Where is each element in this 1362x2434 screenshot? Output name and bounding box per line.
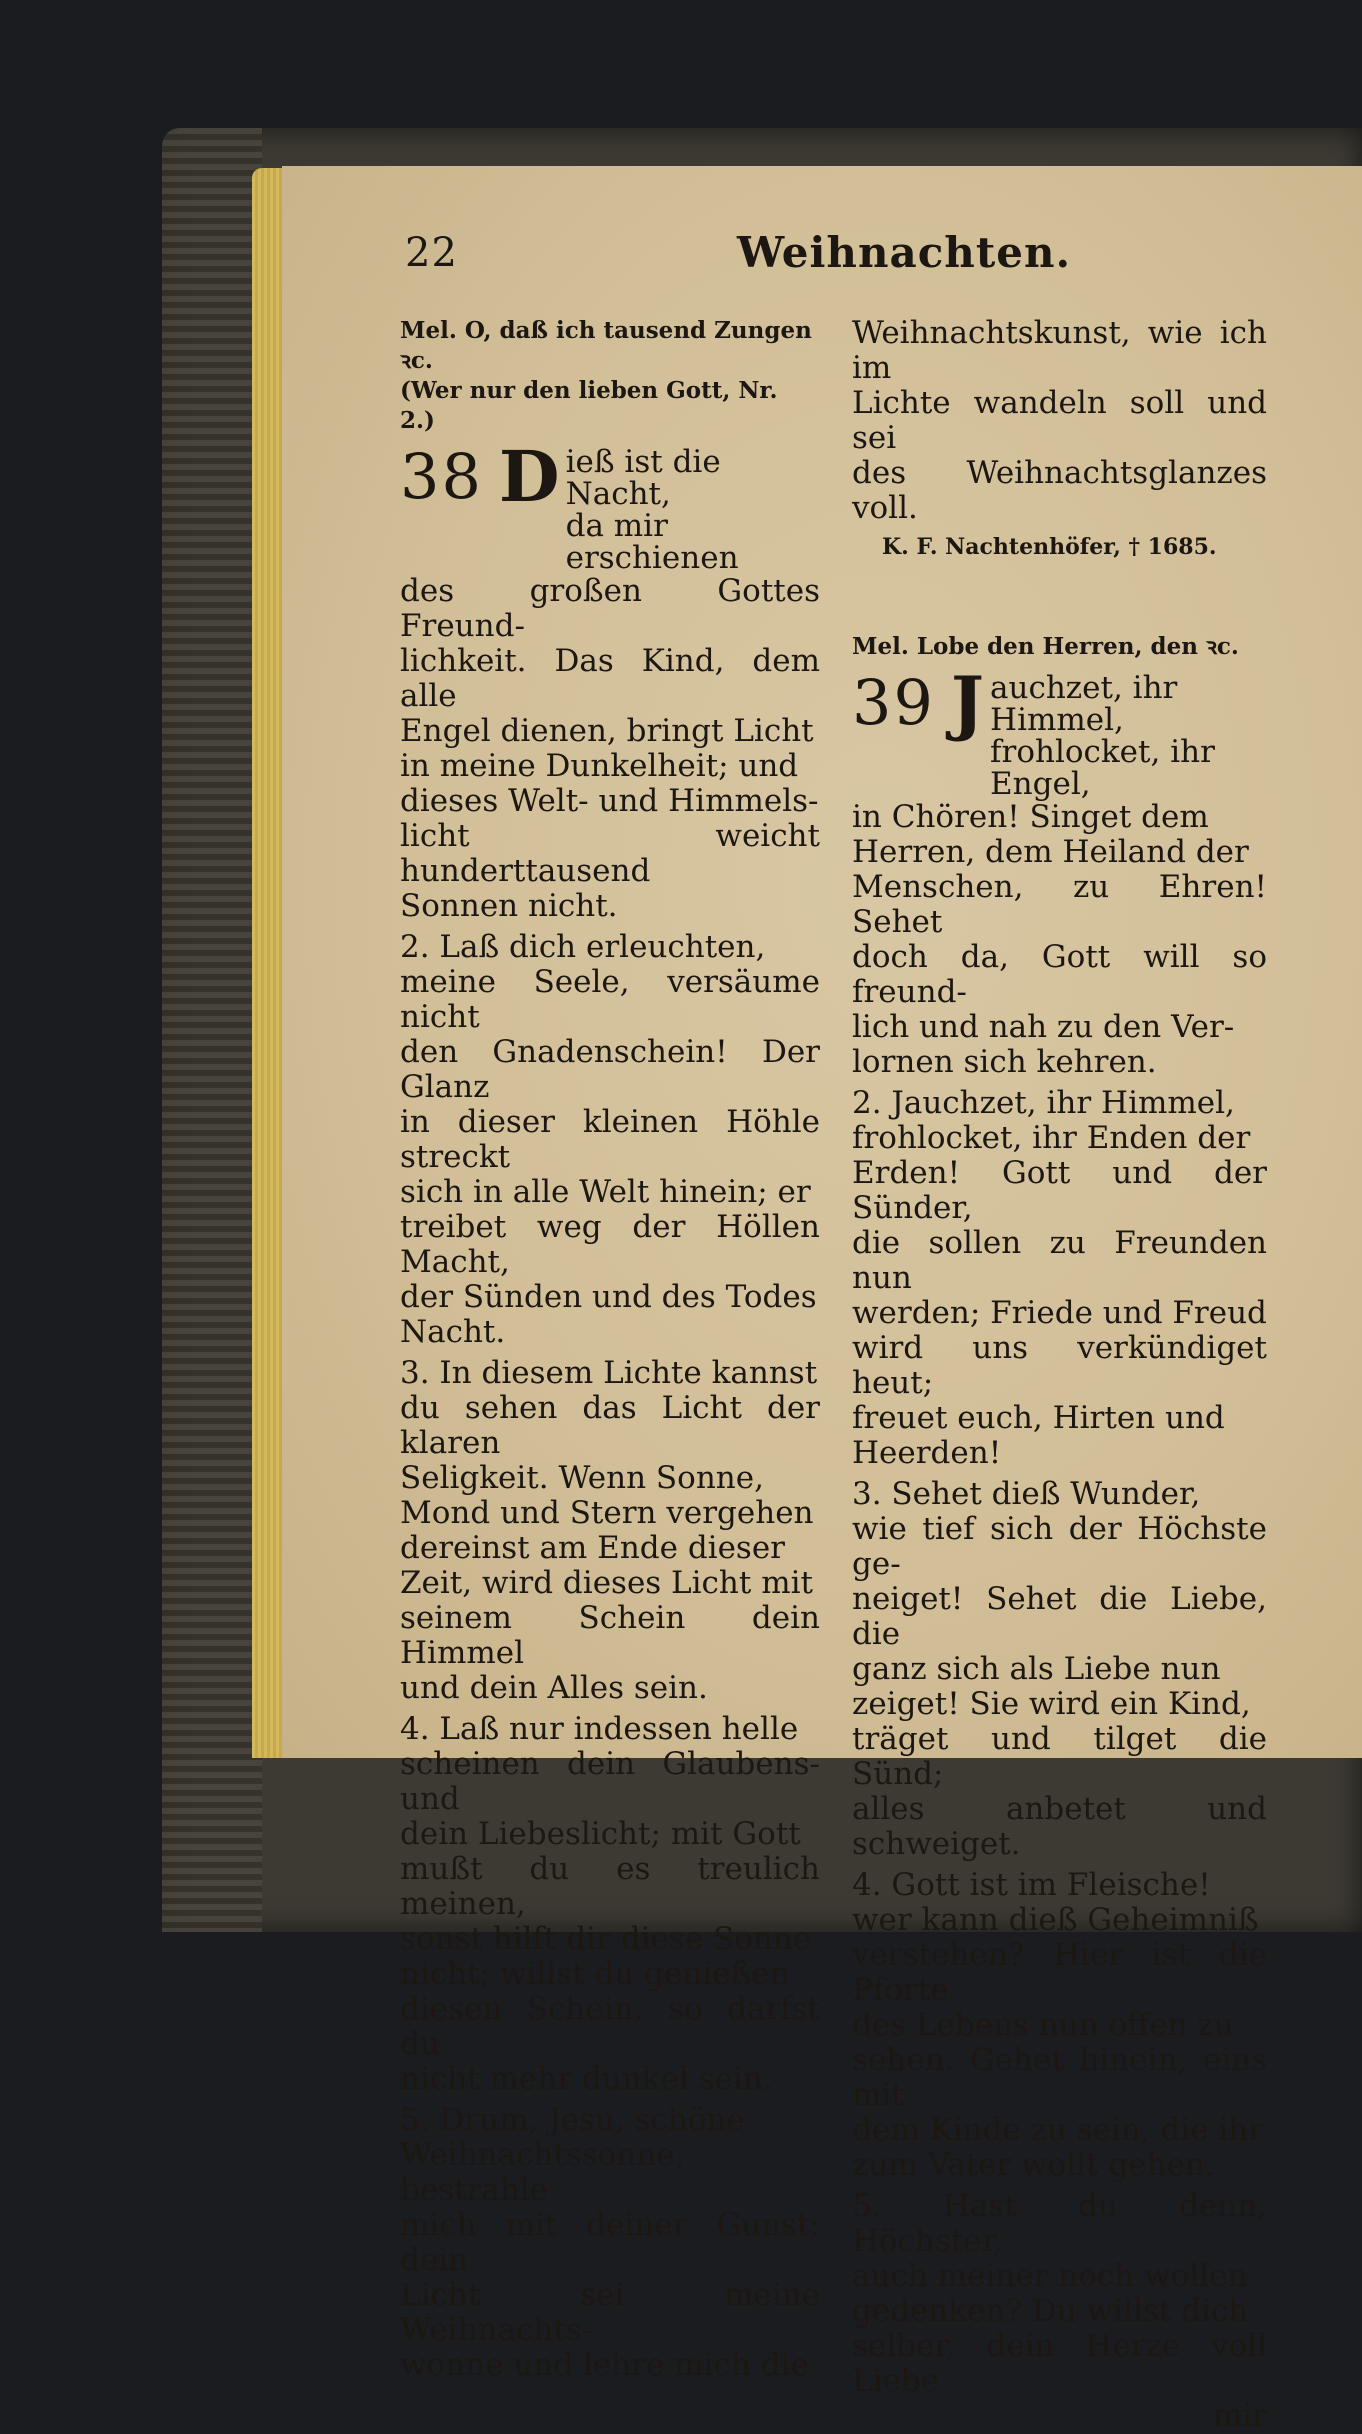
verse-4: 4. Gott ist im Fleische! wer kann dieß Geheimniß verstehen? Hier ist die Pforte des Lebens nun offen zu sehen. Gehet hinein, eins mit dem Kinde zu sein, die ihr zum Vater wollt gehen. [852,1867,1267,2183]
book-binding [162,128,262,1932]
verse-1: des großen Gottes Freund- lichkeit. Das Kind, dem alle Engel dienen, bringt Licht in meine Dunkelheit; und dieses Welt- und Himmels- licht weicht hunderttausend Sonnen nicht. [400,573,820,924]
verse-5: 5. Hast du denn, Höchster, auch meiner noch wollen gedenken? Du willst dich selber, dein Herze voll Liebe [852,2188,1267,2399]
running-head [282,166,1362,276]
verse-2: 2. Laß dich erleuchten, meine Seele, versäume nicht den Gnadenschein! Der Glanz in dieser kleinen Höhle streckt sich in alle Welt hinein; er treibet weg der Höllen Macht, der Sünden und des Todes Nacht. [400,929,820,1350]
hymn-first-lines: ieß ist die Nacht, da mir erschienen [565,444,739,576]
verse-1: in Chören! Singet dem Herren, dem Heiland der Menschen, zu Ehren! Sehet doch da, Gott will so freund- lich und nah zu den Ver- lornen sich kehren. [852,799,1267,1080]
melody-note: Mel. Lobe den Herren, den ꝛc. [852,633,1239,660]
page-title: Weihnachten. [737,228,1072,277]
hymn-39-opening [852,661,1267,802]
drop-cap: D [498,435,560,518]
hymn-first-lines: auchzet, ihr Himmel, frohlocket, ihr Engel, [990,670,1215,802]
verse-3: 3. In diesem Lichte kannst du sehen das Licht der klaren Seligkeit. Wenn Sonne, Mond und Stern vergehen dereinst am Ende dieser Zeit, wird dieses Licht mit seinem Schein dein Himmel und dein Alles sein. [400,1355,820,1706]
verse-5: 5. Drum, Jesu, schöne Weihnachtssonne, bestrahle mich mit deiner Gunst; dein Licht sei meine Weihnachts- wonne und lehre mich die [400,2102,820,2383]
verse-2: 2. Jauchzet, ihr Himmel, frohlocket, ihr Enden der Erden! Gott und der Sünder, die sollen zu Freunden nun werden; Friede und Freud wird uns verkündiget heut; freuet euch, Hirten und Heerden! [852,1085,1267,1471]
hymn-38-ending: Weihnachtskunst, wie ich im Lichte wandeln soll und sei des Weihnachtsglanzes voll. [852,315,1267,526]
verse-4: 4. Laß nur indessen helle scheinen dein Glaubens- und dein Liebeslicht; mit Gott mußt du es treulich meinen, sonst hilft dir diese Sonne nicht; willst du genießen diesen Schein, so darfst du nicht mehr dunkel sein. [400,1711,820,2097]
right-column [852,316,1267,2434]
hymn-number: 38 [400,440,483,513]
drop-cap: J [950,661,985,744]
hymn-number: 39 [852,666,935,739]
left-column [400,316,820,2383]
verse-3: 3. Sehet dieß Wunder, wie tief sich der Höchste ge- neiget! Sehet die Liebe, die ganz sich als Liebe nun zeiget! Sie wird ein Kind, träget und tilget die Sünd; alles anbetet und schweiget. [852,1476,1267,1862]
hymn-author: K. F. Nachtenhöfer, † 1685. [882,534,1217,560]
hymn-38-opening [400,435,820,576]
page-number: 22 [405,230,458,276]
book-page [282,166,1362,2434]
catchword: mir [1212,2398,1267,2434]
melody-note: Mel. O, daß ich tausend Zungen ꝛc. (Wer nur den lieben Gott, Nr. 2.) [400,317,812,434]
